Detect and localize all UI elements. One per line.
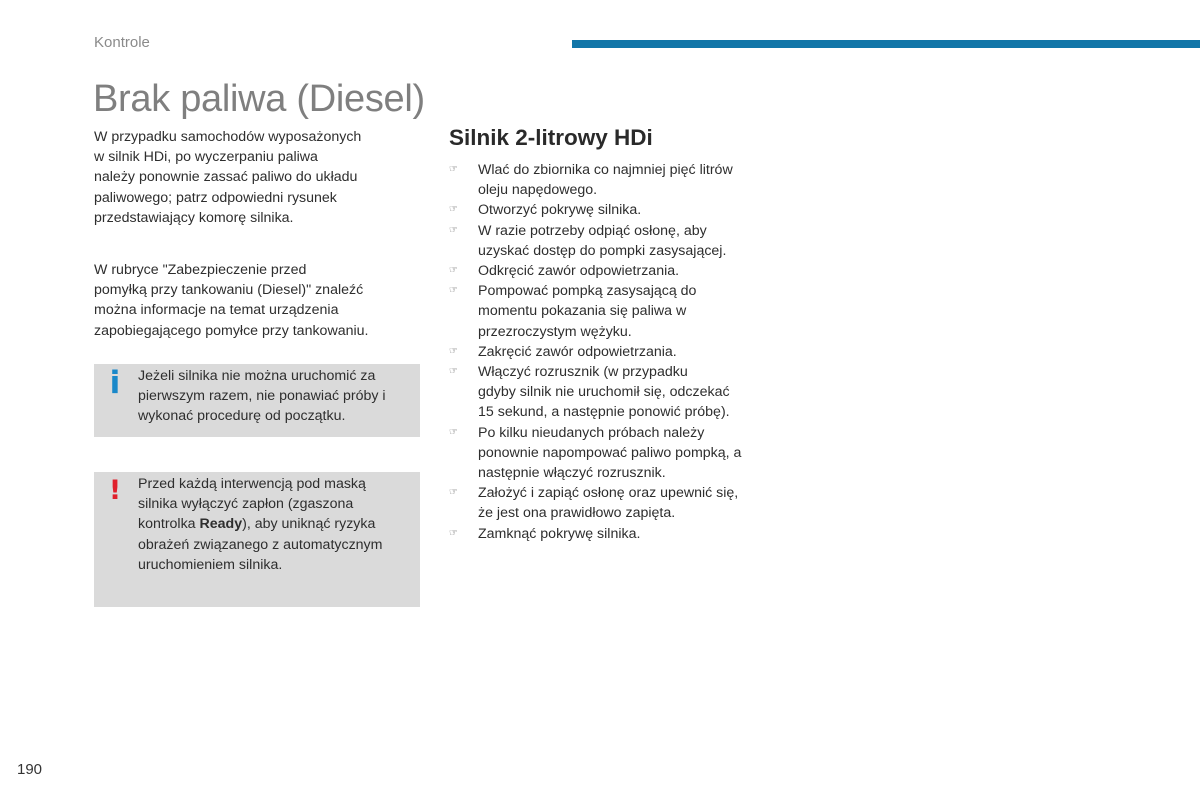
- note-line: obrażeń związanego z automatycznym: [138, 536, 383, 553]
- step-line: Wlać do zbiornika co najmniej pięć litrów: [478, 162, 733, 178]
- pointing-hand-icon: ☞: [449, 164, 458, 175]
- procedure-step-list: [449, 160, 779, 544]
- step-line: 15 sekund, a następnie ponowić próbę).: [478, 404, 730, 421]
- section-heading: Silnik 2-litrowy HDi: [449, 125, 653, 150]
- paragraph-line: W przypadku samochodów wyposażonych: [94, 129, 362, 145]
- note-line-suffix: ), aby uniknąć ryzyka: [242, 516, 376, 533]
- step-line: Włączyć rozrusznik (w przypadku: [478, 364, 688, 381]
- pointing-hand-icon: ☞: [449, 285, 458, 297]
- procedure-step: [449, 160, 779, 200]
- step-line: Po kilku nieudanych próbach należy: [478, 424, 705, 441]
- paragraph-line: można informacje na temat urządzenia: [94, 302, 339, 319]
- info-icon: i: [109, 365, 121, 401]
- paragraph-line: należy ponownie zassać paliwo do układu: [94, 169, 358, 186]
- section-label: Kontrole: [94, 34, 150, 51]
- misfuel-reference-paragraph: [94, 260, 414, 341]
- procedure-step: [449, 483, 779, 523]
- paragraph-line: W rubryce "Zabezpieczenie przed: [94, 262, 307, 278]
- header-accent-bar: [572, 40, 1200, 48]
- page-title: Brak paliwa (Diesel): [93, 78, 425, 120]
- step-line: Założyć i zapiąć osłonę oraz upewnić się,: [478, 485, 739, 502]
- step-line: oleju napędowego.: [478, 182, 598, 199]
- step-line: następnie włączyć rozrusznik.: [478, 465, 666, 482]
- pointing-hand-icon: ☞: [449, 487, 458, 499]
- step-line: Zakręcić zawór odpowietrzania.: [478, 343, 677, 360]
- step-line: Zamknąć pokrywę silnika.: [478, 525, 641, 542]
- step-line: gdyby silnik nie uruchomił się, odczekać: [478, 384, 730, 401]
- procedure-step: [449, 261, 779, 281]
- procedure-step: [449, 200, 779, 220]
- pointing-hand-icon: ☞: [449, 527, 458, 539]
- step-line: Otworzyć pokrywę silnika.: [478, 202, 642, 219]
- warning-note: [94, 472, 420, 607]
- procedure-step: [449, 281, 779, 342]
- note-line: silnika wyłączyć zapłon (zgaszona: [138, 496, 354, 513]
- info-note-text: [138, 366, 418, 427]
- procedure-step: [449, 524, 779, 544]
- step-line: ponownie napompować paliwo pompką, a: [478, 444, 742, 461]
- step-line: że jest ona prawidłowo zapięta.: [478, 505, 676, 522]
- paragraph-line: w silnik HDi, po wyczerpaniu paliwa: [94, 149, 318, 166]
- pointing-hand-icon: ☞: [449, 265, 458, 277]
- paragraph-line: paliwowego; patrz odpowiedni rysunek: [94, 189, 337, 206]
- step-line: Odkręcić zawór odpowietrzania.: [478, 263, 680, 280]
- warning-note-text: [138, 474, 418, 575]
- info-note: [94, 364, 420, 437]
- note-line: uruchomieniem silnika.: [138, 556, 283, 573]
- paragraph-line: przedstawiający komorę silnika.: [94, 209, 294, 226]
- procedure-step: [449, 221, 779, 261]
- pointing-hand-icon: ☞: [449, 204, 458, 216]
- pointing-hand-icon: ☞: [449, 366, 458, 378]
- pointing-hand-icon: ☞: [449, 224, 458, 236]
- pointing-hand-icon: ☞: [449, 426, 458, 438]
- step-line: przezroczystym wężyku.: [478, 323, 632, 340]
- note-line: Przed każdą interwencją pod maską: [138, 476, 366, 492]
- step-line: W razie potrzeby odpiąć osłonę, aby: [478, 222, 707, 239]
- note-line: pierwszym razem, nie ponawiać próby i: [138, 388, 386, 405]
- ready-indicator-label: Ready: [199, 516, 243, 533]
- procedure-step: [449, 342, 779, 362]
- exclamation-icon: !: [108, 475, 122, 506]
- page-number: 190: [17, 761, 43, 778]
- pointing-hand-icon: ☞: [449, 345, 458, 357]
- note-line-prefix: kontrolka: [138, 516, 200, 533]
- note-line: [138, 514, 418, 534]
- step-line: uzyskać dostęp do pompki zasysającej.: [478, 242, 727, 259]
- paragraph-line: zapobiegającego pomyłce przy tankowaniu.: [94, 322, 369, 339]
- note-line: wykonać procedurę od początku.: [138, 408, 346, 425]
- step-line: momentu pokazania się paliwa w: [478, 303, 687, 320]
- step-line: Pompować pompką zasysającą do: [478, 283, 697, 300]
- intro-paragraph: [94, 127, 414, 228]
- paragraph-line: pomyłką przy tankowaniu (Diesel)" znaleźć: [94, 282, 364, 299]
- note-line: Jeżeli silnika nie można uruchomić za: [138, 368, 376, 384]
- procedure-step: [449, 423, 779, 484]
- procedure-step: [449, 362, 779, 423]
